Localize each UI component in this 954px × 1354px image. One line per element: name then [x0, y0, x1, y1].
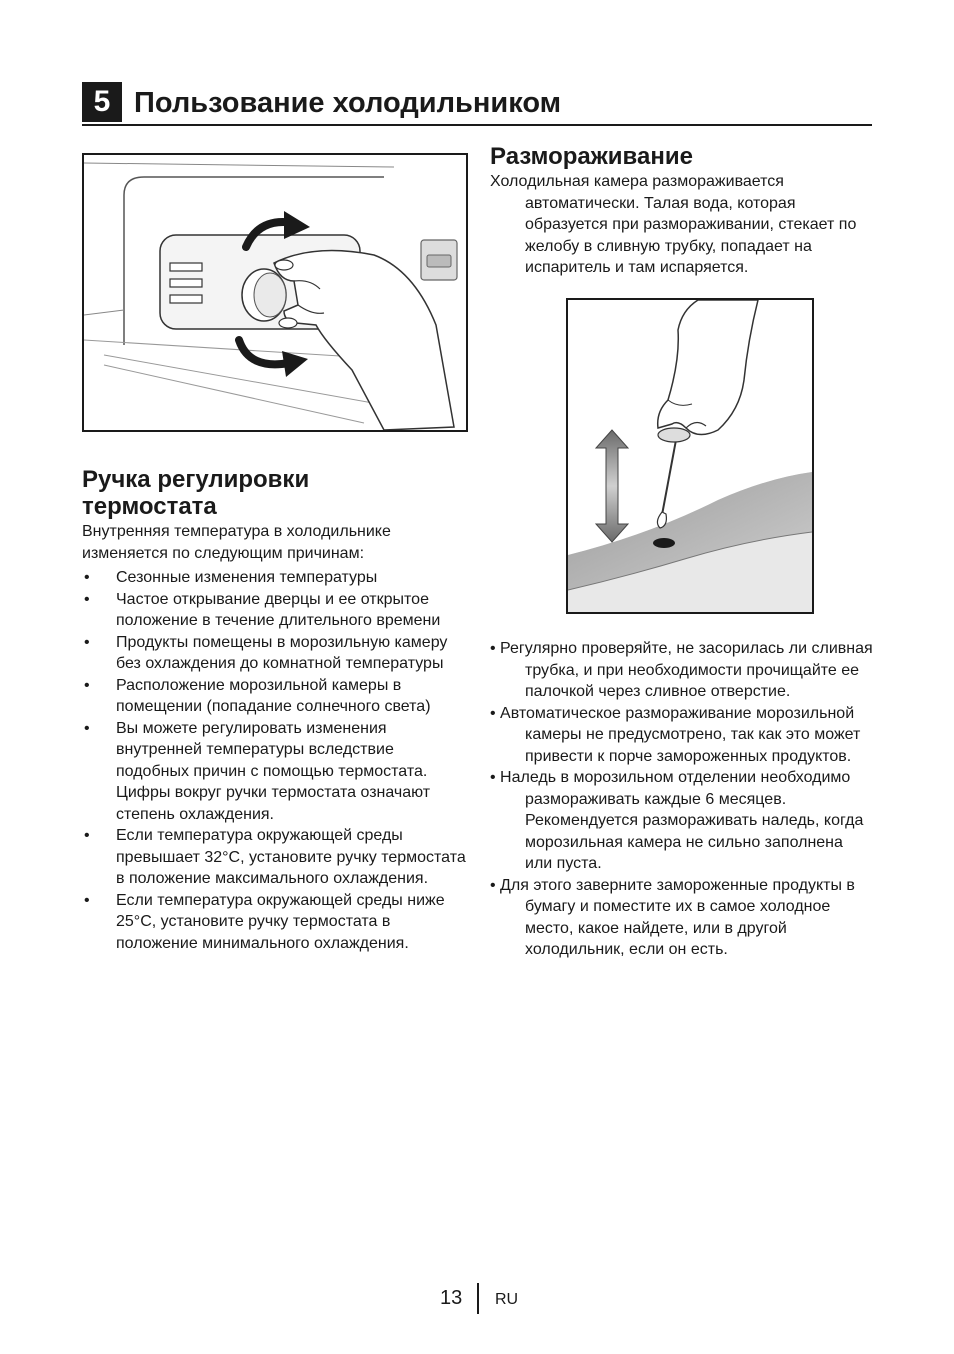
list-item: • Вы можете регулировать изменения внутренней температуры вследствие подобных причин с помощью термостата. Цифры вокруг ручки термостата означают степень охлаждения.: [84, 719, 431, 823]
list-item: • Регулярно проверяйте, не засорилась ли сливная трубка, и при необходимости прочищайте ее палочкой через сливное отверстие.: [490, 640, 873, 700]
page-number: 13: [440, 1287, 463, 1309]
thermostat-title-line1: Ручка регулировки: [82, 466, 310, 493]
list-item: • Сезонные изменения температуры: [82, 567, 466, 589]
list-item: • Если температура окружающей среды превышает 32°C, установите ручку термостата в положение максимального охлаждения.: [84, 827, 466, 887]
list-item: • Наледь в морозильном отделении необходимо размораживать каждые 6 месяцев. Рекомендуется размораживать наледь, когда морозильная камера не сильно заполнена или пуста.: [490, 769, 864, 872]
bullet-marker: •: [84, 633, 90, 651]
chapter-header: [82, 82, 872, 126]
bullet-marker: •: [84, 891, 90, 909]
list-item: • Частое открывание дверцы и ее открытое положение в течение длительного времени: [84, 590, 441, 629]
list-item: • Продукты помещены в морозильную камеру без охлаждения до комнатной температуры: [84, 633, 448, 672]
thermostat-intro: Внутренняя температура в холодильнике изменяется по следующим причинам:: [82, 523, 391, 562]
list-item: • Расположение морозильной камеры в помещении (попадание солнечного света): [84, 676, 431, 715]
footer-divider: [477, 1283, 479, 1314]
defrost-title: Размораживание: [490, 143, 693, 170]
bullet-marker: •: [84, 590, 90, 608]
thermostat-bullet-list: [82, 567, 466, 954]
thermostat-title-line2: термостата: [82, 493, 217, 520]
thermostat-illustration: [82, 153, 468, 432]
drain-cleaning-illustration: [566, 298, 814, 614]
chapter-title: Пользование холодильником: [134, 87, 562, 119]
bullet-marker: •: [84, 569, 90, 586]
bullet-marker: •: [84, 676, 90, 694]
bullet-marker: •: [84, 827, 90, 844]
defrost-intro: Холодильная камера размораживается автоматически. Талая вода, которая образуется при размораживании, стекает по желобу в сливную трубку, попадает на испаритель и там испаряется.: [490, 173, 857, 276]
thermostat-title: [82, 466, 462, 520]
language-code: RU: [495, 1291, 519, 1308]
list-item: • Для этого заверните замороженные продукты в бумагу и поместите их в самое холодное место, какое найдете, или в другой холодильник, если он есть.: [490, 876, 855, 958]
list-item: • Если температура окружающей среды ниже 25°C, установите ручку термостата в положение минимального охлаждения.: [84, 891, 445, 952]
chapter-number: 5: [82, 82, 122, 122]
defrost-bullet-list: [490, 638, 874, 961]
bullet-marker: •: [84, 719, 90, 737]
list-item: • Автоматическое размораживание морозильной камеры не предусмотрено, так как это может привести к порче замороженных продуктов.: [490, 704, 861, 765]
